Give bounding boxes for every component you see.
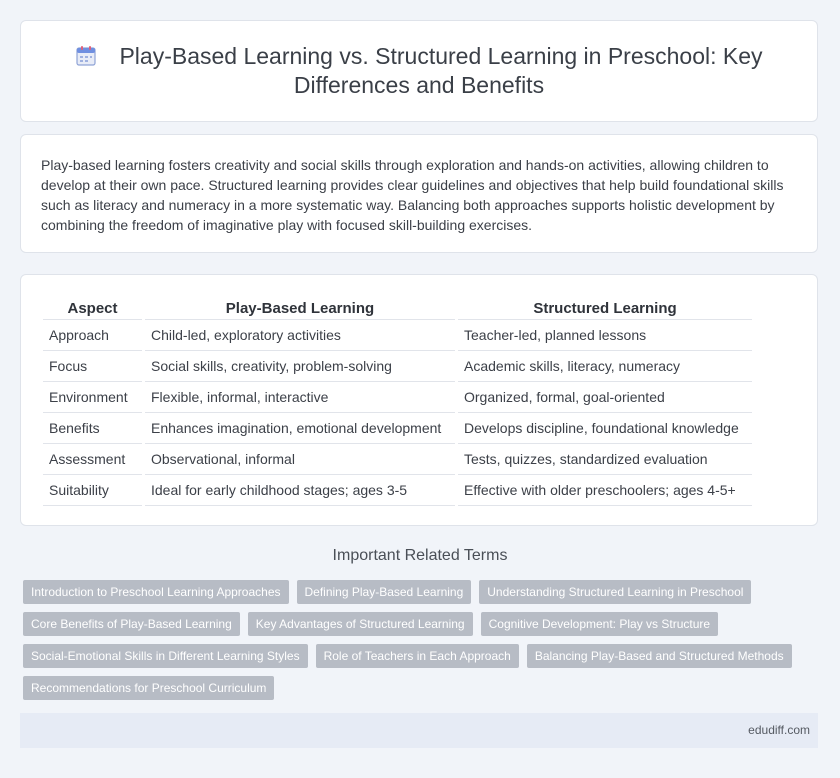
cell-aspect: Assessment	[43, 444, 142, 475]
footer	[20, 713, 818, 748]
cell-structured: Tests, quizzes, standardized evaluation	[458, 444, 752, 475]
cell-structured: Organized, formal, goal-oriented	[458, 382, 752, 413]
cell-play-based: Child-led, exploratory activities	[145, 320, 455, 351]
related-term-link[interactable]: Introduction to Preschool Learning Approaches	[23, 580, 289, 604]
related-term-link[interactable]: Role of Teachers in Each Approach	[316, 644, 519, 668]
related-terms-list	[23, 580, 823, 700]
table-row	[43, 413, 752, 444]
intro-card	[20, 134, 818, 253]
comparison-table	[43, 297, 752, 506]
header-structured: Structured Learning	[458, 297, 752, 320]
related-term-link[interactable]: Balancing Play-Based and Structured Methods	[527, 644, 792, 668]
cell-structured: Academic skills, literacy, numeracy	[458, 351, 752, 382]
cell-aspect: Focus	[43, 351, 142, 382]
related-term-link[interactable]: Core Benefits of Play-Based Learning	[23, 612, 240, 636]
cell-structured: Teacher-led, planned lessons	[458, 320, 752, 351]
cell-play-based: Flexible, informal, interactive	[145, 382, 455, 413]
comparison-table-card	[20, 274, 818, 526]
related-term-link[interactable]: Cognitive Development: Play vs Structure	[481, 612, 718, 636]
table-row	[43, 351, 752, 382]
table-row	[43, 382, 752, 413]
title-card	[20, 20, 818, 122]
related-term-link[interactable]: Recommendations for Preschool Curriculum	[23, 676, 274, 700]
cell-aspect: Environment	[43, 382, 142, 413]
cell-structured: Effective with older preschoolers; ages 4-5+	[458, 475, 752, 506]
cell-play-based: Enhances imagination, emotional development	[145, 413, 455, 444]
cell-structured: Develops discipline, foundational knowledge	[458, 413, 752, 444]
header-aspect: Aspect	[43, 297, 142, 320]
related-terms-title: Important Related Terms	[332, 547, 508, 564]
related-term-link[interactable]: Key Advantages of Structured Learning	[248, 612, 473, 636]
cell-aspect: Approach	[43, 320, 142, 351]
table-row	[43, 475, 752, 506]
cell-play-based: Ideal for early childhood stages; ages 3-5	[145, 475, 455, 506]
cell-play-based: Observational, informal	[145, 444, 455, 475]
intro-paragraph: Play-based learning fosters creativity and social skills through exploration and hands-on activities, allowing children to develop at their own pace. Structured learning provides clear guidelines and objectives that help build foundational skills such as literacy and numeracy in a more systematic way. Balancing both approaches supports holistic development by combining the freedom of imaginative play with focused skill-building exercises.	[41, 157, 784, 233]
page-title-wrap	[61, 42, 777, 100]
calendar-icon	[75, 45, 97, 67]
related-term-link[interactable]: Defining Play-Based Learning	[297, 580, 472, 604]
table-row	[43, 444, 752, 475]
page-title: Play-Based Learning vs. Structured Learning in Preschool: Key Differences and Benefits	[119, 43, 763, 98]
cell-play-based: Social skills, creativity, problem-solving	[145, 351, 455, 382]
table-header-row	[43, 297, 752, 320]
related-term-link[interactable]: Social-Emotional Skills in Different Learning Styles	[23, 644, 308, 668]
cell-aspect: Benefits	[43, 413, 142, 444]
cell-aspect: Suitability	[43, 475, 142, 506]
footer-site-name: edudiff.com	[748, 723, 810, 737]
header-play-based: Play-Based Learning	[145, 297, 455, 320]
related-term-link[interactable]: Understanding Structured Learning in Preschool	[479, 580, 751, 604]
table-row	[43, 320, 752, 351]
